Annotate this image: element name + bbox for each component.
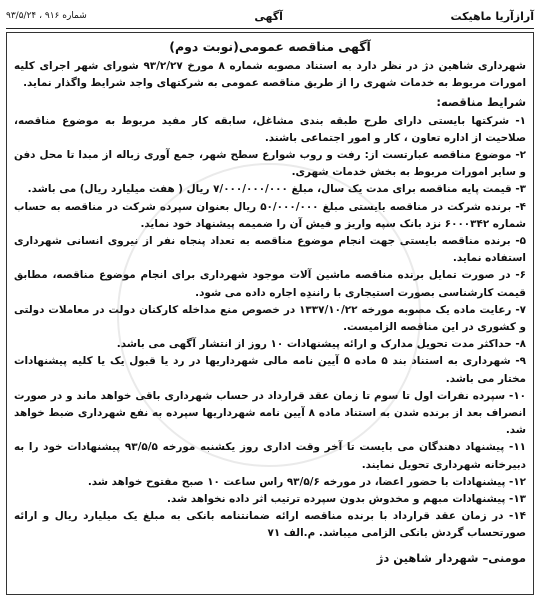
conditions-list <box>14 113 526 543</box>
signature: مومنی– شهردار شاهین دژ <box>376 550 526 565</box>
condition-item: ۶- در صورت تمایل برنده مناقصه ماشین آلات موجود شهرداری برای انجام موضوع مناقصه، مطابق قیمت کارشناسی بصورت استیجاری با رانندِه اجاره داده می شود. <box>14 269 526 299</box>
condition-item: ۱۱- پیشنهاد دهندگان می بایست تا آخر وقت اداری روز یکشنبه مورخه ۹۳/۵/۵ پیشنهادات خود را به دبیرخانه شهرداری تحویل نمایند. <box>14 441 527 471</box>
newspaper-brand: آرازآریا ماهیکت <box>450 9 534 23</box>
section-label: آگهی <box>254 9 283 23</box>
conditions-heading: شرایط مناقصه: <box>436 95 526 110</box>
condition-item: ۱۲- پیشنهادات با حضور اعضا، در مورخه ۹۳/۵/۶ راس ساعت ۱۰ صبح مفتوح خواهد شد. <box>87 475 526 488</box>
condition-item: ۱- شرکتها بایستی دارای طرح طبقه بندی مشاغل، سابقه کار مفید مربوط به موضوع مناقصه، صلاحیت از اداره تعاون ، کار و امور اجتماعی باشند. <box>14 114 526 144</box>
notice-title: آگهی مناقصه عمومی(نوبت دوم) <box>169 39 371 54</box>
condition-item: ۵- برنده مناقصه بایستی جهت انجام موضوع مناقصه به تعداد پنجاه نفر از نیروی انسانی شهرداری استفاده نماید. <box>14 235 526 265</box>
condition-item: ۸- حداکثر مدت تحویل مدارک و ارائه پیشنهادات ۱۰ روز از انتشار آگهی می باشد. <box>116 338 526 351</box>
condition-item: ۱۰- سپرده نفرات اول تا سوم تا زمان عقد قرارداد در حساب شهرداری باقی خواهد ماند و در صورت انصراف بعد از برنده شدن به استناد ماده ۸ آیین نامه شهرداریها سپرده به نفع شهرداری ضبط خواهد شد. <box>14 389 526 437</box>
condition-item: ۲- موضوع مناقصه عبارتست از: رفت و روب شوارع سطح شهر، جمع آوری زباله از مبدا تا محل دفن و سایر امورات مربوط به بخش خدمات شهری. <box>14 149 526 179</box>
newspaper-header <box>6 4 534 29</box>
condition-item: ۱۴- در زمان عقد قرارداد با برنده مناقصه ارائه ضمانتنامه بانکی به مبلغ یک میلیارد ریال و ارائه صورتحساب گردش بانکی الزامی میباشد. م.الف ۷۱ <box>14 510 526 540</box>
condition-item: ۹- شهرداری به استناد بند ۵ ماده ۵ آیین نامه مالی شهرداریها در رد یا قبول یک یا کلیه پیشنهادات مختار می باشد. <box>14 355 526 385</box>
condition-item: ۳- قیمت پایه مناقصه برای مدت یک سال، مبلغ ۷/۰۰۰/۰۰۰/۰۰۰ ریال ( هفت میلیارد ریال) می باشد. <box>27 183 526 196</box>
issue-number-date: شماره ۹۱۶ ، ۹۳/۵/۲۴ <box>6 11 87 21</box>
condition-item: ۴- برنده شرکت در مناقصه بایستی مبلغ ۵۰/۰۰۰/۰۰۰ ریال بعنوان سپرده شرکت در مناقصه به حساب شماره ۶۰۰۰۳۴۲ نزد بانک سپه واریز و فیش آن را ضمیمه پیشنهاد خود نماید. <box>14 200 526 230</box>
condition-item: ۷- رعایت ماده یک مصوبه مورخه ۱۳۳۷/۱۰/۲۲ در خصوص منع مداخله کارکنان دولت در معاملات دولتی و کشوری در این مناقصه الزامیست. <box>14 303 526 334</box>
notice-frame <box>6 32 534 595</box>
intro-paragraph: شهرداری شاهین دژ در نظر دارد به استناد مصوبه شماره ۸ مورخ ۹۳/۲/۲۷ شورای شهر اجرای کلیه امورات مربوط به خدمات شهری را از طریق مناقصه عمومی به شرکتهای واجد شرایط واگذار نماید. <box>14 60 526 90</box>
condition-item: ۱۳- پیشنهادات مبهم و مخدوش بدون سپرده ترتیب اثر داده نخواهد شد. <box>167 493 526 506</box>
